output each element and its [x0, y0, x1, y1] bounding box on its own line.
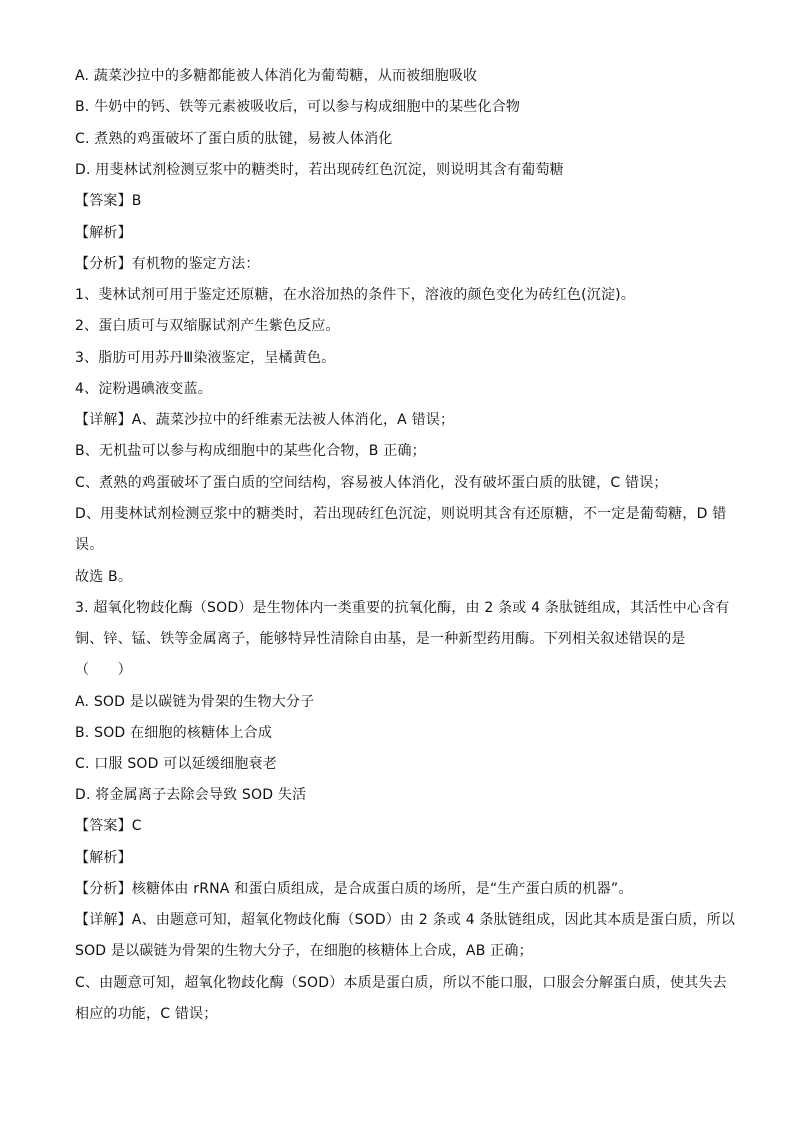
q3-detail-line: 相应的功能，C 错误； [75, 1006, 218, 1022]
q3-option-d: D. 将金属离子去除会导致 SOD 失活 [75, 787, 307, 803]
q3-option-a: A. SOD 是以碳链为骨架的生物大分子 [75, 694, 315, 710]
q3-stem-line: （ ） [75, 662, 132, 678]
q3-stem-line: 3. 超氧化物歧化酶（SOD）是生物体内一类重要的抗氧化酶，由 2 条或 4 条肽链组成，其活性中心含有 [75, 600, 730, 616]
q2-detail-line: D、用斐林试剂检测豆浆中的糖类时，若出现砖红色沉淀，则说明其含有还原糖，不一定是葡萄糖，D 错 [75, 506, 727, 522]
q2-analysis-line: 1、斐林试剂可用于鉴定还原糖，在水浴加热的条件下，溶液的颜色变化为砖红色(沉淀)。 [75, 287, 636, 303]
q2-detail-line: 误。 [75, 537, 104, 553]
q2-option-c: C. 煮熟的鸡蛋破坏了蛋白质的肽键，易被人体消化 [75, 131, 393, 147]
q2-analysis-line: 【分析】有机物的鉴定方法： [75, 256, 260, 272]
q2-analysis-heading: 【解析】 [75, 225, 132, 241]
q2-answer: 【答案】B [75, 193, 142, 209]
q2-option-d: D. 用斐林试剂检测豆浆中的糖类时，若出现砖红色沉淀，则说明其含有葡萄糖 [75, 162, 564, 178]
q2-detail-line: C、煮熟的鸡蛋破坏了蛋白质的空间结构，容易被人体消化，没有破坏蛋白质的肽键，C 错误； [75, 475, 668, 491]
q2-detail-line: 【详解】A、蔬菜沙拉中的纤维素无法被人体消化，A 错误； [75, 412, 455, 428]
q3-option-b: B. SOD 在细胞的核糖体上合成 [75, 725, 273, 741]
q2-conclusion: 故选 B。 [75, 569, 133, 585]
q2-detail-line: B、无机盐可以参与构成细胞中的某些化合物，B 正确； [75, 443, 426, 459]
q3-stem-line: 铜、锌、锰、铁等金属离子，能够特异性清除自由基，是一种新型药用酶。下列相关叙述错误的是 [75, 631, 686, 647]
q2-option-b: B. 牛奶中的钙、铁等元素被吸收后，可以参与构成细胞中的某些化合物 [75, 99, 521, 115]
q3-option-c: C. 口服 SOD 可以延缓细胞衰老 [75, 756, 277, 772]
q3-answer: 【答案】C [75, 818, 142, 834]
q2-option-a: A. 蔬菜沙拉中的多糖都能被人体消化为葡萄糖，从而被细胞吸收 [75, 68, 478, 84]
q2-analysis-line: 4、淀粉遇碘液变蓝。 [75, 381, 212, 397]
q2-analysis-line: 3、脂肪可用苏丹Ⅲ染液鉴定，呈橘黄色。 [75, 350, 336, 366]
q3-analysis-heading: 【解析】 [75, 850, 132, 866]
q2-analysis-line: 2、蛋白质可与双缩脲试剂产生紫色反应。 [75, 318, 340, 334]
q3-detail-line: SOD 是以碳链为骨架的生物大分子，在细胞的核糖体上合成，AB 正确； [75, 943, 533, 959]
q3-detail-line: 【详解】A、由题意可知，超氧化物歧化酶（SOD）由 2 条或 4 条肽链组成，因此其本质是蛋白质，所以 [75, 912, 736, 928]
q3-detail-line: C、由题意可知，超氧化物歧化酶（SOD）本质是蛋白质，所以不能口服，口服会分解蛋白质，使其失去 [75, 975, 727, 991]
q3-analysis-line: 【分析】核糖体由 rRNA 和蛋白质组成，是合成蛋白质的场所，是“生产蛋白质的机器”。 [75, 881, 633, 897]
